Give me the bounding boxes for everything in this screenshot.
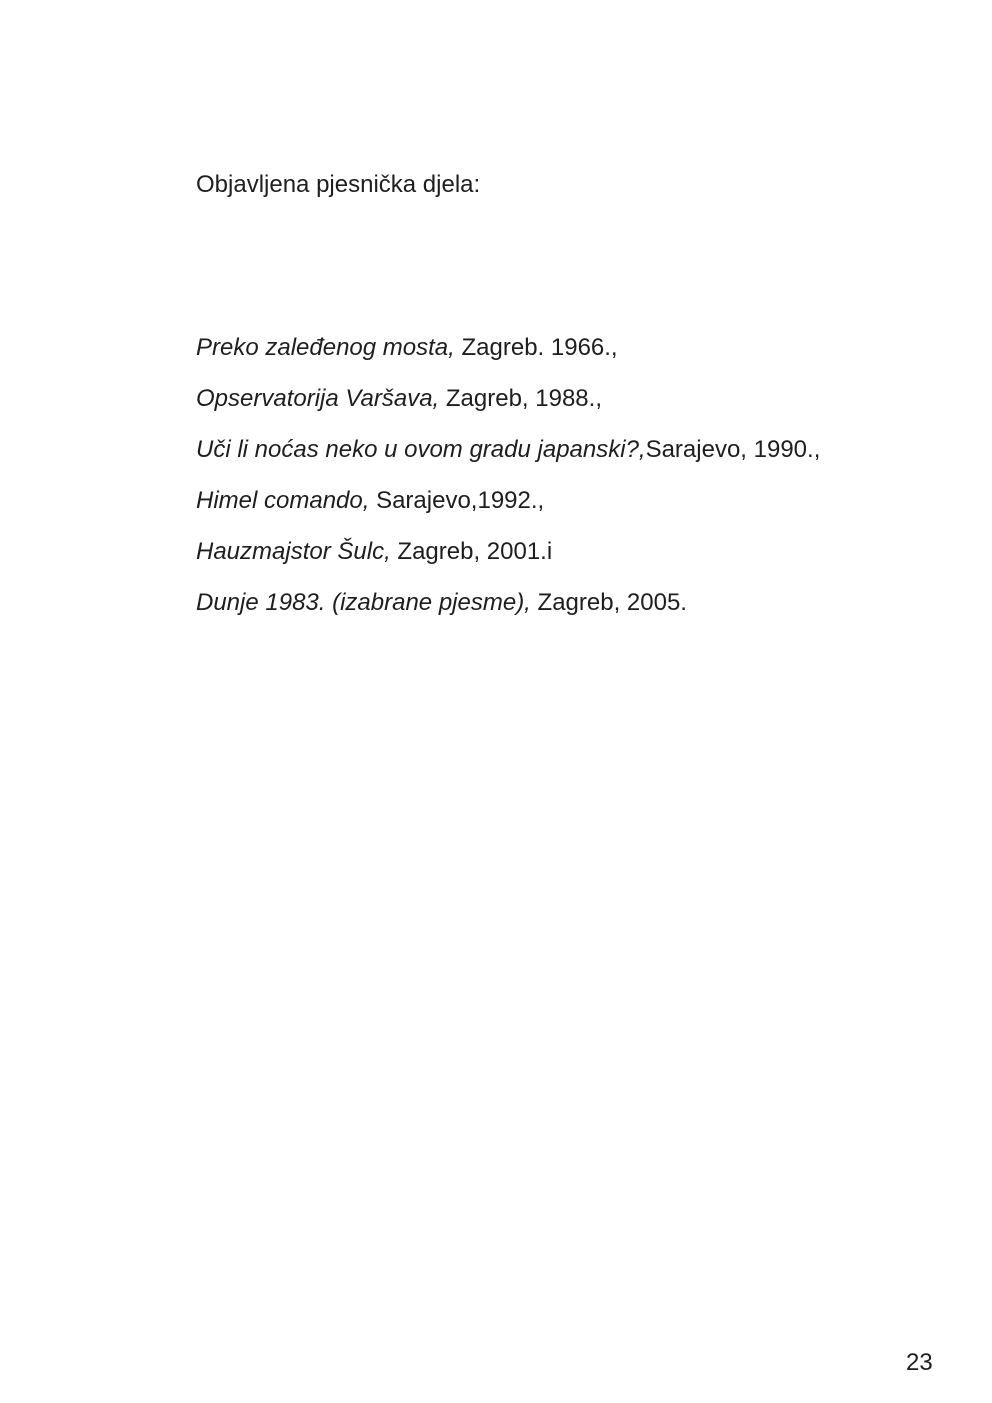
work-details: Sarajevo,1992., [369,487,545,514]
list-item [196,588,820,639]
work-title: Preko zaleđenog mosta, [196,334,455,361]
list-item [196,486,820,537]
works-list [196,333,820,639]
work-details: Sarajevo, 1990., [645,436,821,463]
work-details: Zagreb, 2001.i [390,538,553,565]
work-title: Hauzmajstor Šulc, [196,538,391,565]
work-details: Zagreb, 1988., [439,385,602,412]
section-heading: Objavljena pjesnička djela: [196,171,481,198]
work-details: Zagreb. 1966., [454,334,618,361]
list-item [196,537,820,588]
work-title: Opservatorija Varšava, [196,385,440,412]
page-number: 23 [906,1349,933,1376]
work-details: Zagreb, 2005. [530,589,687,616]
list-item [196,384,820,435]
work-title: Himel comando, [196,487,370,514]
work-title: Uči li noćas neko u ovom gradu japanski?, [196,436,646,463]
list-item [196,435,820,486]
list-item [196,333,820,384]
work-title: Dunje 1983. (izabrane pjesme), [196,589,531,616]
